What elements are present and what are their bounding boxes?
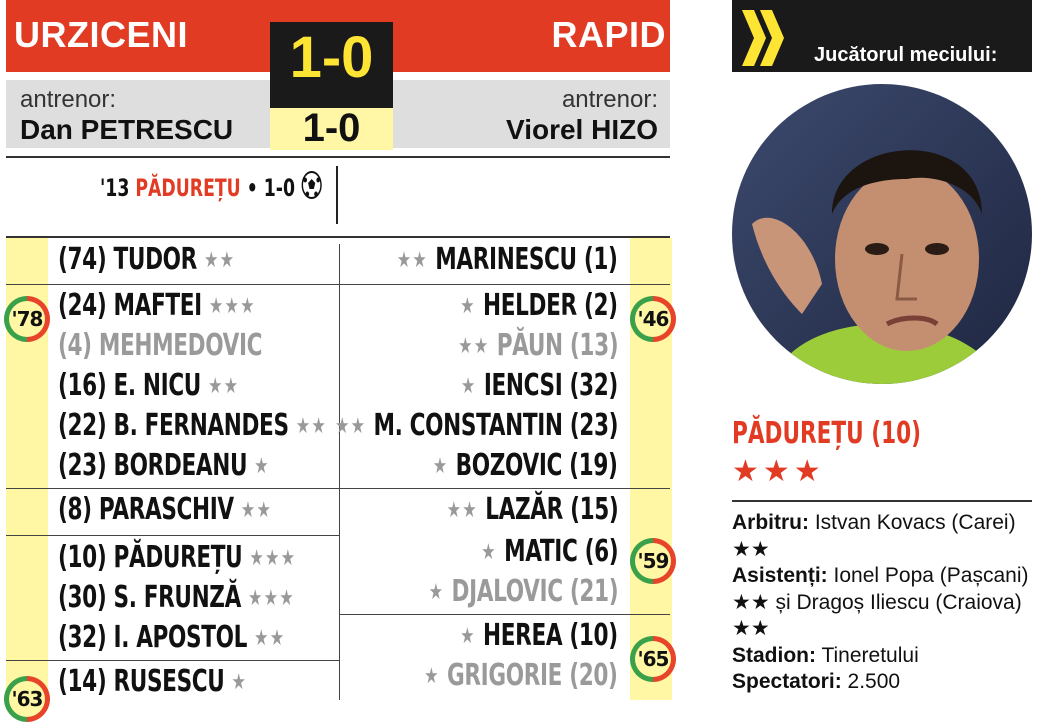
divider	[6, 236, 670, 238]
goal-minute: '13	[100, 174, 130, 202]
divider	[340, 488, 670, 489]
goal-separator	[336, 166, 338, 224]
assistants-info: Asistenți: Ionel Popa (Pașcani) ★★ și Dragoș Iliescu (Craiova) ★★	[732, 564, 1029, 640]
home-player-row: (10) PĂDUREȚU ★★★	[58, 540, 297, 575]
away-player-row: ★★ LAZĂR (15)	[446, 492, 618, 527]
stadium-info: Stadion: Tineretului	[732, 643, 919, 667]
away-team-name: RAPID	[551, 14, 666, 55]
home-player-row: (4) MEHMEDOVIC	[58, 328, 263, 363]
halftime-score: 1-0	[302, 106, 361, 150]
divider	[340, 614, 670, 615]
home-team-name: URZICENI	[14, 14, 188, 55]
away-coach-label: antrenor:	[561, 86, 658, 113]
home-player-row: (16) E. NICU ★★	[58, 368, 240, 403]
home-coach-label: antrenor:	[20, 86, 117, 113]
home-player-row: (74) TUDOR ★★	[58, 242, 236, 277]
chevrons-icon	[742, 10, 786, 71]
away-coach-name: Viorel HIZO	[506, 114, 658, 145]
home-player-row: (22) B. FERNANDES ★★	[58, 408, 328, 443]
away-player-row: ★★ PĂUN (13)	[457, 328, 618, 363]
away-player-row: ★★ MARINESCU (1)	[397, 242, 618, 277]
away-player-row: ★ GRIGORIE (20)	[424, 658, 618, 693]
home-player-row: (32) I. APOSTOL ★★	[58, 620, 286, 655]
referee-info: Arbitru: Istvan Kovacs (Carei) ★★	[732, 511, 1016, 561]
home-coach-name: Dan PETRESCU	[20, 114, 234, 145]
home-player-row: (24) MAFTEI ★★★	[58, 288, 256, 323]
potm-name: PĂDUREȚU (10)	[732, 416, 921, 451]
substitution-badge: '78	[4, 296, 50, 342]
away-player-row: ★ HEREA (10)	[460, 618, 618, 653]
away-player-row: ★ BOZOVIC (19)	[433, 448, 618, 483]
substitution-badge: '46	[630, 296, 676, 342]
divider	[6, 284, 340, 285]
away-player-row: ★ MATIC (6)	[480, 534, 618, 569]
potm-title: Jucătorul meciului:	[814, 44, 998, 66]
substitution-badge: '65	[630, 636, 676, 682]
home-player-row: (30) S. FRUNZĂ ★★★	[58, 580, 296, 615]
player-photo	[732, 84, 1032, 384]
away-player-row: ★ HELDER (2)	[460, 288, 618, 323]
divider	[732, 500, 1032, 502]
divider	[6, 660, 340, 661]
home-player-row: (8) PARASCHIV ★★	[58, 492, 273, 527]
match-info	[732, 510, 1032, 696]
goal-scorer: PĂDUREȚU	[135, 174, 241, 202]
divider	[6, 156, 670, 158]
final-score: 1-0	[289, 25, 374, 90]
substitution-badge: '63	[4, 676, 50, 722]
goal-event	[100, 170, 323, 206]
divider	[340, 284, 670, 285]
home-player-row: (23) BORDEANU ★	[58, 448, 270, 483]
away-player-row: ★ IENCSI (32)	[461, 368, 618, 403]
divider	[6, 488, 340, 489]
potm-rating: ★★★	[732, 455, 825, 488]
center-divider	[339, 244, 340, 700]
soccer-ball-icon	[301, 170, 323, 206]
substitution-badge: '59	[630, 538, 676, 584]
home-player-row: (14) RUSESCU ★	[58, 664, 248, 699]
away-player-row: ★★ M. CONSTANTIN (23)	[334, 408, 618, 443]
away-player-row: ★ DJALOVIC (21)	[428, 574, 618, 609]
spectators-info: Spectatori: 2.500	[732, 670, 901, 693]
goal-result: • 1-0	[246, 174, 296, 202]
divider	[6, 535, 340, 536]
